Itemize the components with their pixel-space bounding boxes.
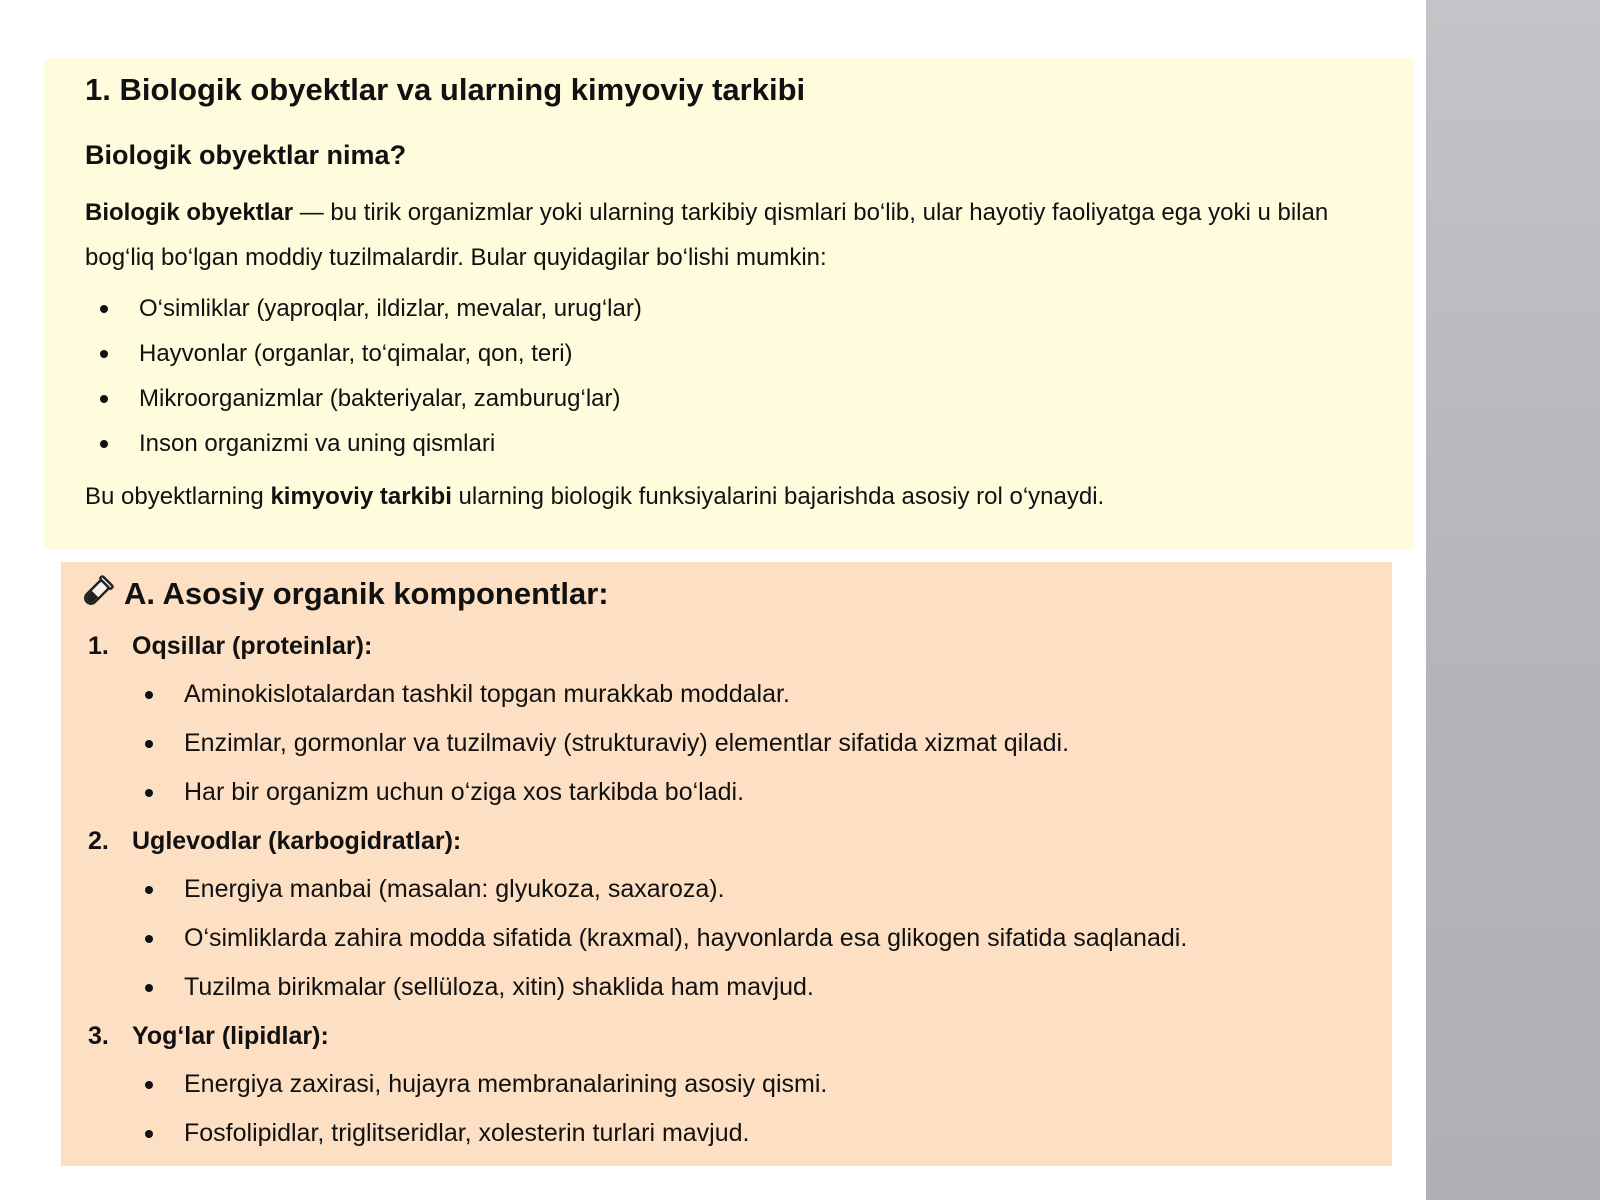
component-list [76, 1060, 1392, 1158]
closing-pre: Bu obyektlarning [85, 483, 271, 510]
intro-rest: — bu tirik organizmlar yoki ularning tarkibiy qismlari bo‘lib, ular hayotiy faoliyatga ega yoki u bilan bog‘liq bo‘lgan moddiy tuzilmalardir. Bular quyidagilar bo‘lishi mumkin: [85, 199, 1329, 271]
component-block-oqsillar [76, 622, 1392, 817]
list-item: Tuzilma birikmalar (sellüloza, xitin) shaklida ham mavjud. [76, 963, 1392, 1012]
list-item: Mikroorganizmlar (bakteriyalar, zamburug‘lar) [85, 376, 1414, 421]
list-item: Fosfolipidlar, triglitseridlar, xolesterin turlari mavjud. [76, 1109, 1392, 1158]
list-item: Aminokislotalardan tashkil topgan murakkab moddalar. [76, 670, 1392, 719]
component-number: 1. [88, 632, 109, 660]
component-number: 2. [88, 827, 109, 855]
section-title: 1. Biologik obyektlar va ularning kimyoviy tarkibi [85, 72, 806, 107]
list-item: Hayvonlar (organlar, to‘qimalar, qon, teri) [85, 331, 1414, 376]
closing-post: ularning biologik funksiyalarini bajarishda asosiy rol o‘ynaydi. [451, 483, 1105, 510]
intro-paragraph [85, 190, 1375, 280]
component-title [76, 817, 1392, 865]
component-name: Yog‘lar (lipidlar): [132, 1022, 329, 1050]
section-biologik-obyektlar [44, 58, 1414, 550]
component-number: 3. [88, 1022, 109, 1050]
component-list [76, 670, 1392, 817]
list-item: Enzimlar, gormonlar va tuzilmaviy (strukturaviy) elementlar sifatida xizmat qiladi. [76, 719, 1392, 768]
test-tube-icon [76, 574, 114, 614]
list-item: Inson organizmi va uning qismlari [85, 421, 1414, 466]
list-item: O‘simliklarda zahira modda sifatida (kraxmal), hayvonlarda esa glikogen sifatida saqlanadi. [76, 914, 1392, 963]
side-panel [1426, 0, 1600, 1200]
section-organik-komponentlar [61, 562, 1392, 1166]
component-list [76, 865, 1392, 1012]
section-header [76, 572, 1392, 616]
objects-list [85, 286, 1414, 466]
list-item: Energiya manbai (masalan: glyukoza, saxaroza). [76, 865, 1392, 914]
closing-bold: kimyoviy tarkibi [270, 483, 452, 510]
list-item: Har bir organizm uchun o‘ziga xos tarkibda bo‘ladi. [76, 768, 1392, 817]
component-name: Uglevodlar (karbogidratlar): [132, 827, 462, 855]
component-name: Oqsillar (proteinlar): [132, 632, 373, 660]
list-item: O‘simliklar (yaproqlar, ildizlar, mevalar, urug‘lar) [85, 286, 1414, 331]
section-subtitle: Biologik obyektlar nima? [85, 140, 407, 170]
intro-bold: Biologik obyektlar [85, 199, 294, 226]
closing-paragraph [85, 474, 1375, 519]
component-title [76, 622, 1392, 670]
component-title [76, 1012, 1392, 1060]
component-block-uglevodlar [76, 817, 1392, 1012]
list-item: Energiya zaxirasi, hujayra membranalarining asosiy qismi. [76, 1060, 1392, 1109]
component-block-yoglar [76, 1012, 1392, 1158]
section-heading: A. Asosiy organik komponentlar: [124, 576, 609, 611]
